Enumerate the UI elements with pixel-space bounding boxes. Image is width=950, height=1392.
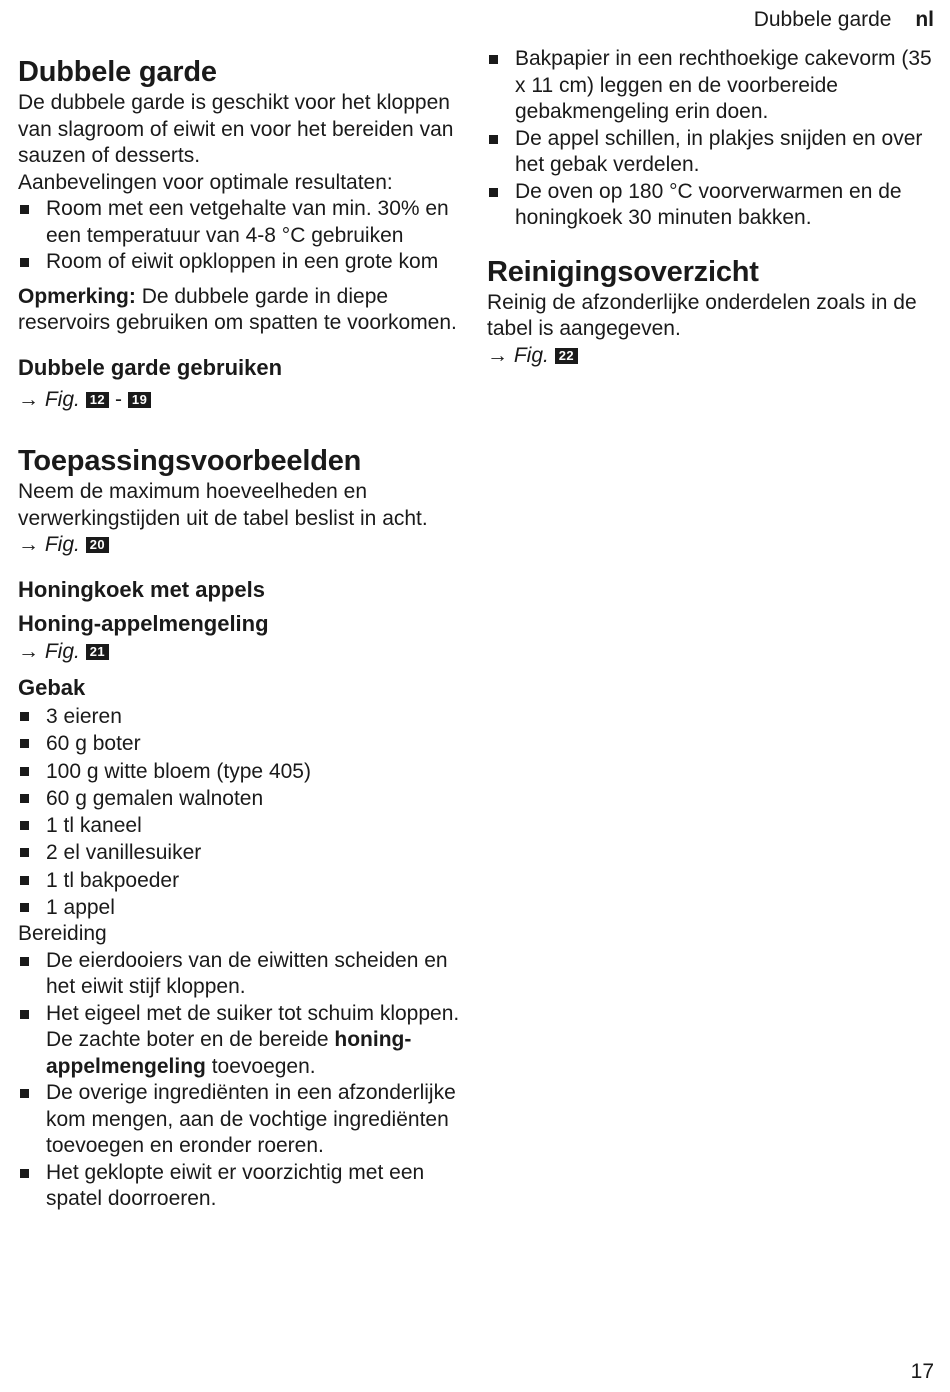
list-item: Het geklopte eiwit er voorzichtig met een spatel doorroeren. (18, 1160, 468, 1213)
left-column (18, 46, 468, 1213)
list-item: Bakpapier in een rechthoekige cakevorm (35 x 11 cm) leggen en de voorbereide gebakmengeling erin doen. (487, 46, 935, 126)
list-item: Room met een vetgehalte van min. 30% en een temperatuur van 4-8 °C gebruiken (18, 196, 468, 249)
preparation-steps (18, 948, 468, 1213)
figure-badge: 21 (86, 644, 109, 660)
heading-honing-appelmengeling: Honing-appelmengeling (18, 610, 269, 636)
figure-reference (18, 639, 468, 666)
page-header (754, 8, 934, 32)
arrow-right-icon: → (18, 387, 39, 411)
recommendations-intro: Aanbevelingen voor optimale resultaten: (18, 170, 393, 194)
heading-dubbele-garde: Dubbele garde (18, 56, 217, 88)
list-item: De oven op 180 °C voorverwarmen en de honingkoek 30 minuten bakken. (487, 179, 935, 232)
note-text: De dubbele garde in diepe reservoirs gebruiken om spatten te voorkomen. (18, 284, 457, 334)
fig-label: Fig. (44, 387, 80, 411)
bold-reference: honing-appelmengeling (46, 1028, 412, 1078)
fig-label: Fig. (513, 343, 549, 367)
figure-badge: 22 (555, 348, 578, 364)
page-number: 17 (910, 1360, 934, 1383)
figure-badge: 12 (86, 392, 109, 408)
list-item: 100 g witte bloem (type 405) (18, 758, 468, 785)
fig-range-separator: - (109, 387, 128, 411)
baking-steps (487, 46, 935, 232)
figure-reference (487, 343, 935, 370)
examples-text: Neem de maximum hoeveelheden en verwerkingstijden uit de tabel beslist in acht. (18, 480, 428, 530)
list-item: 60 g boter (18, 730, 468, 757)
note-label: Opmerking: (18, 284, 136, 308)
heading-garde-gebruiken: Dubbele garde gebruiken (18, 354, 283, 380)
list-item: 1 tl bakpoeder (18, 867, 468, 894)
figure-reference (18, 532, 468, 559)
header-section-title: Dubbele garde (753, 8, 892, 31)
heading-honingkoek: Honingkoek met appels (18, 576, 265, 602)
arrow-right-icon: → (18, 639, 39, 663)
recommendations-list (18, 196, 468, 276)
list-item: 1 appel (18, 894, 468, 921)
fig-label: Fig. (44, 639, 80, 663)
arrow-right-icon: → (487, 343, 508, 367)
heading-gebak: Gebak (18, 675, 86, 700)
list-item: 60 g gemalen walnoten (18, 785, 468, 812)
cleaning-text: Reinig de afzonderlijke onderdelen zoals in de tabel is aangegeven. (487, 290, 917, 340)
header-language: nl (915, 8, 934, 31)
ingredients-list (18, 703, 468, 921)
list-item: Het eigeel met de suiker tot schuim kloppen. De zachte boter en de bereide honing-appelmengeling toevoegen. (18, 1001, 468, 1081)
arrow-right-icon: → (18, 533, 39, 556)
list-item: 2 el vanillesuiker (18, 839, 468, 866)
list-item: De overige ingrediënten in een afzonderlijke kom mengen, aan de vochtige ingrediënten toevoegen en eronder roeren. (18, 1080, 468, 1160)
list-item: Room of eiwit opkloppen in een grote kom (18, 249, 468, 276)
figure-badge: 20 (86, 537, 109, 553)
list-item: 1 tl kaneel (18, 812, 468, 839)
figure-reference (18, 387, 468, 414)
list-item: De appel schillen, in plakjes snijden en over het gebak verdelen. (487, 126, 935, 179)
heading-toepassingsvoorbeelden: Toepassingsvoorbeelden (18, 445, 362, 477)
intro-text: De dubbele garde is geschikt voor het kloppen van slagroom of eiwit en voor het bereiden van sauzen of desserts. (18, 91, 454, 167)
figure-badge: 19 (128, 392, 151, 408)
right-column (487, 46, 935, 369)
heading-reinigingsoverzicht: Reinigingsoverzicht (487, 255, 759, 288)
preparation-label: Bereiding (18, 922, 107, 946)
fig-label: Fig. (44, 533, 80, 556)
note (18, 284, 468, 337)
list-item: De eierdooiers van de eiwitten scheiden en het eiwit stijf kloppen. (18, 948, 468, 1001)
list-item: 3 eieren (18, 703, 468, 730)
